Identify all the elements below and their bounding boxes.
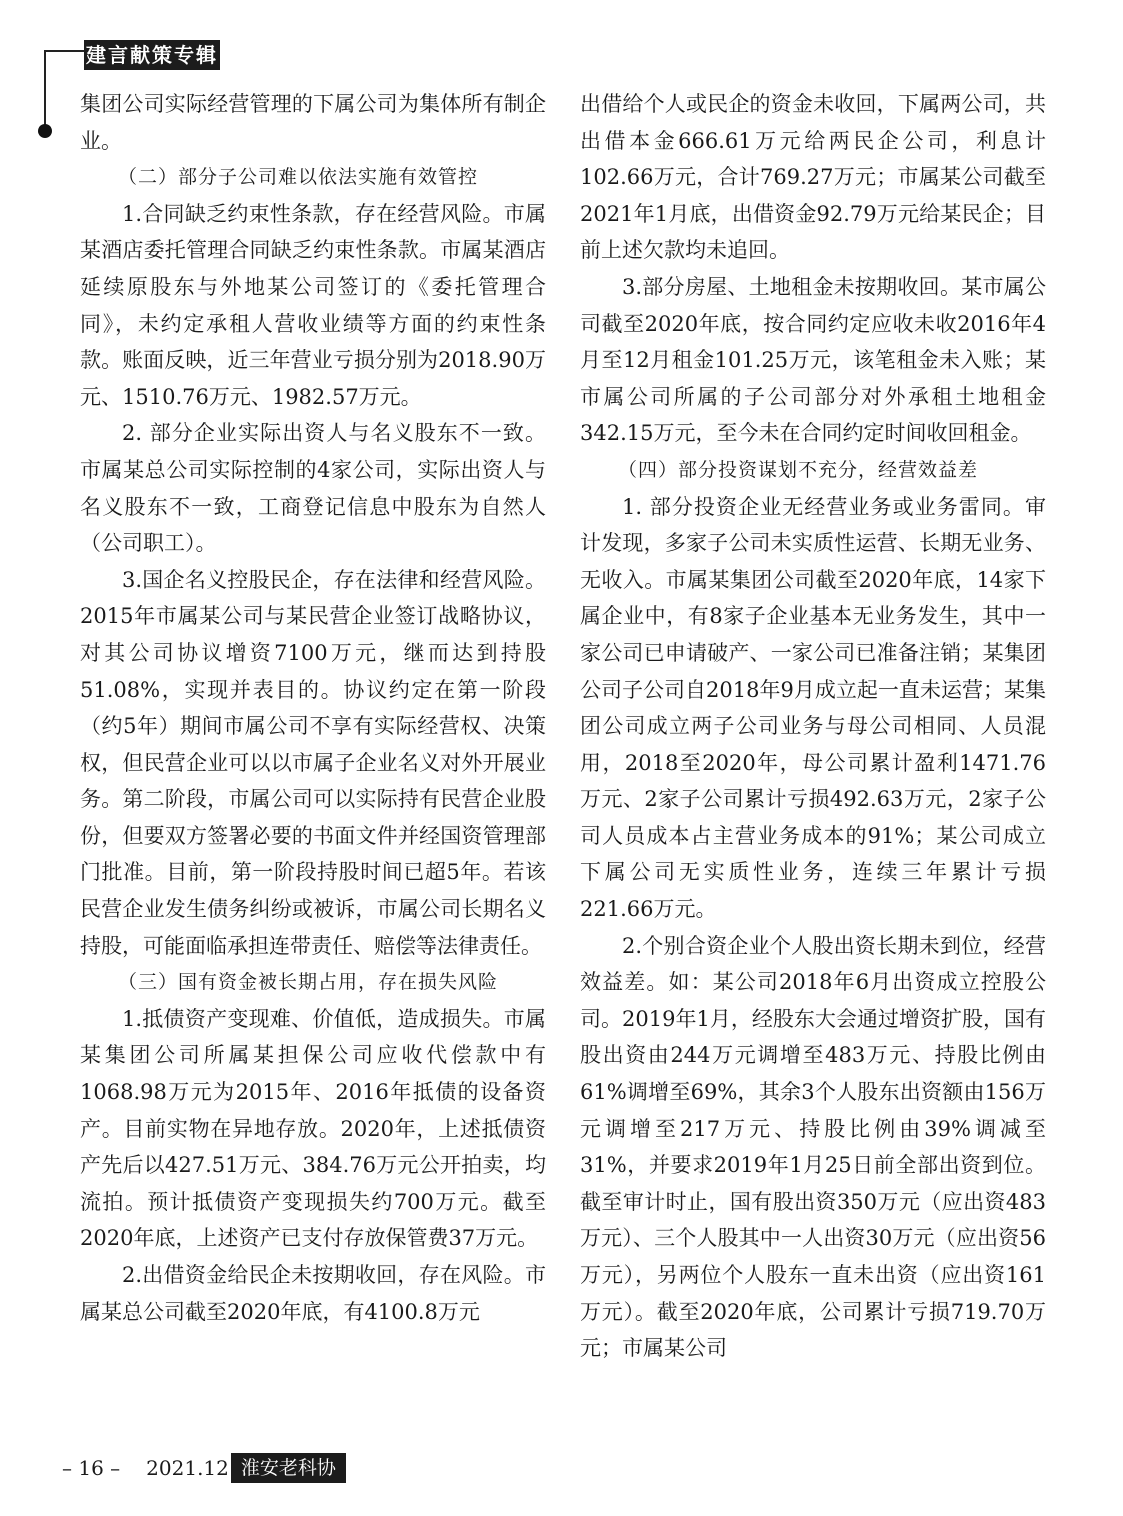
page-number: – 16 – (62, 1456, 121, 1480)
paragraph: 2.个别合资企业个人股出资长期未到位，经营效益差。如：某公司2018年6月出资成立控股公司。2019年1月，经股东大会通过增资扩股，国有股出资由244万元调增至483万元、持股比例由61%调增至69%，其余3个人股东出资额由156万元调增至217万元、持股比例由39%调减至31%，并要求2019年1月25日前全部出资到位。截至审计时止，国有股出资350万元（应出资483万元）、三个人股其中一人出资30万元（应出资56万元），另两位个人股东一直未出资（应出资161万元）。截至2020年底，公司累计亏损719.70万元；市属某公司 (580, 933, 1046, 1361)
paragraph: 集团公司实际经营管理的下属公司为集体所有制企业。 (80, 92, 546, 153)
paragraph: 出借给个人或民企的资金未收回，下属两公司，共出借本金666.61万元给两民企公司，利息计102.66万元，合计769.27万元；市属某公司截至2021年1月底，出借资金92.79万元给某民企；目前上述欠款均未追回。 (580, 92, 1046, 263)
frame-dot (38, 124, 52, 138)
section-subheading: （四）部分投资谋划不充分，经营效益差 (618, 458, 979, 481)
right-column (580, 86, 1046, 1367)
paragraph: 1.合同缺乏约束性条款，存在经营风险。市属某酒店委托管理合同缺乏约束性条款。市属某酒店延续原股东与外地某公司签订的《委托管理合同》，未约定承租人营收业绩等方面的约束性条款。账面反映，近三年营业亏损分别为2018.90万元、1510.76万元、1982.57万元。 (80, 201, 546, 409)
paragraph: 3.国企名义控股民企，存在法律和经营风险。2015年市属某公司与某民营企业签订战略协议，对其公司协议增资7100万元，继而达到持股51.08%，实现并表目的。协议约定在第一阶段（约5年）期间市属公司不享有实际经营权、决策权，但民营企业可以以市属子企业名义对外开展业务。第二阶段，市属公司可以实际持有民营企业股份，但要双方签署必要的书面文件并经国资管理部门批准。目前，第一阶段持股时间已超5年。若该民营企业发生债务纠纷或被诉，市属公司长期名义持股，可能面临承担连带责任、赔偿等法律责任。 (80, 567, 546, 958)
section-subheading: （三）国有资金被长期占用，存在损失风险 (118, 971, 499, 994)
issue-date: 2021.12 (146, 1456, 229, 1480)
paragraph: 1.抵债资产变现难、价值低，造成损失。市属某集团公司所属某担保公司应收代偿款中有1068.98万元为2015年、2016年抵债的设备资产。目前实物在异地存放。2020年，上述抵债资产先后以427.51万元、384.76万元公开拍卖，均流拍。预计抵债资产变现损失约700万元。截至2020年底，上述资产已支付存放保管费37万元。 (80, 1006, 546, 1251)
journal-name: 淮安老科协 (231, 1453, 346, 1483)
paragraph: 2. 部分企业实际出资人与名义股东不一致。市属某总公司实际控制的4家公司，实际出资人与名义股东不一致，工商登记信息中股东为自然人（公司职工）。 (80, 421, 546, 556)
frame-line-top (44, 50, 84, 52)
paragraph: 1. 部分投资企业无经营业务或业务雷同。审计发现，多家子公司未实质性运营、长期无业务、无收入。市属某集团公司截至2020年底，14家下属企业中，有8家子企业基本无业务发生，其中一家公司已申请破产、一家公司已准备注销；某集团公司子公司自2018年9月成立起一直未运营；某集团公司成立两子公司业务与母公司相同、人员混用，2018至2020年，母公司累计盈利1471.76万元、2家子公司累计亏损492.63万元，2家子公司人员成本占主营业务成本的91%；某公司成立下属公司无实质性业务，连续三年累计亏损221.66万元。 (580, 494, 1046, 922)
page-footer (62, 1452, 346, 1484)
left-column (80, 86, 546, 1330)
section-subheading: （二）部分子公司难以依法实施有效管控 (118, 166, 479, 189)
frame-line (44, 50, 46, 130)
paragraph: 2.出借资金给民企未按期收回，存在风险。市属某总公司截至2020年底，有4100.8万元 (80, 1263, 546, 1324)
section-tag: 建言献策专辑 (84, 40, 220, 70)
paragraph: 3.部分房屋、土地租金未按期收回。某市属公司截至2020年底，按合同约定应收未收2016年4月至12月租金101.25万元，该笔租金未入账；某市属公司所属的子公司部分对外承租土地租金342.15万元，至今未在合同约定时间收回租金。 (580, 274, 1046, 446)
